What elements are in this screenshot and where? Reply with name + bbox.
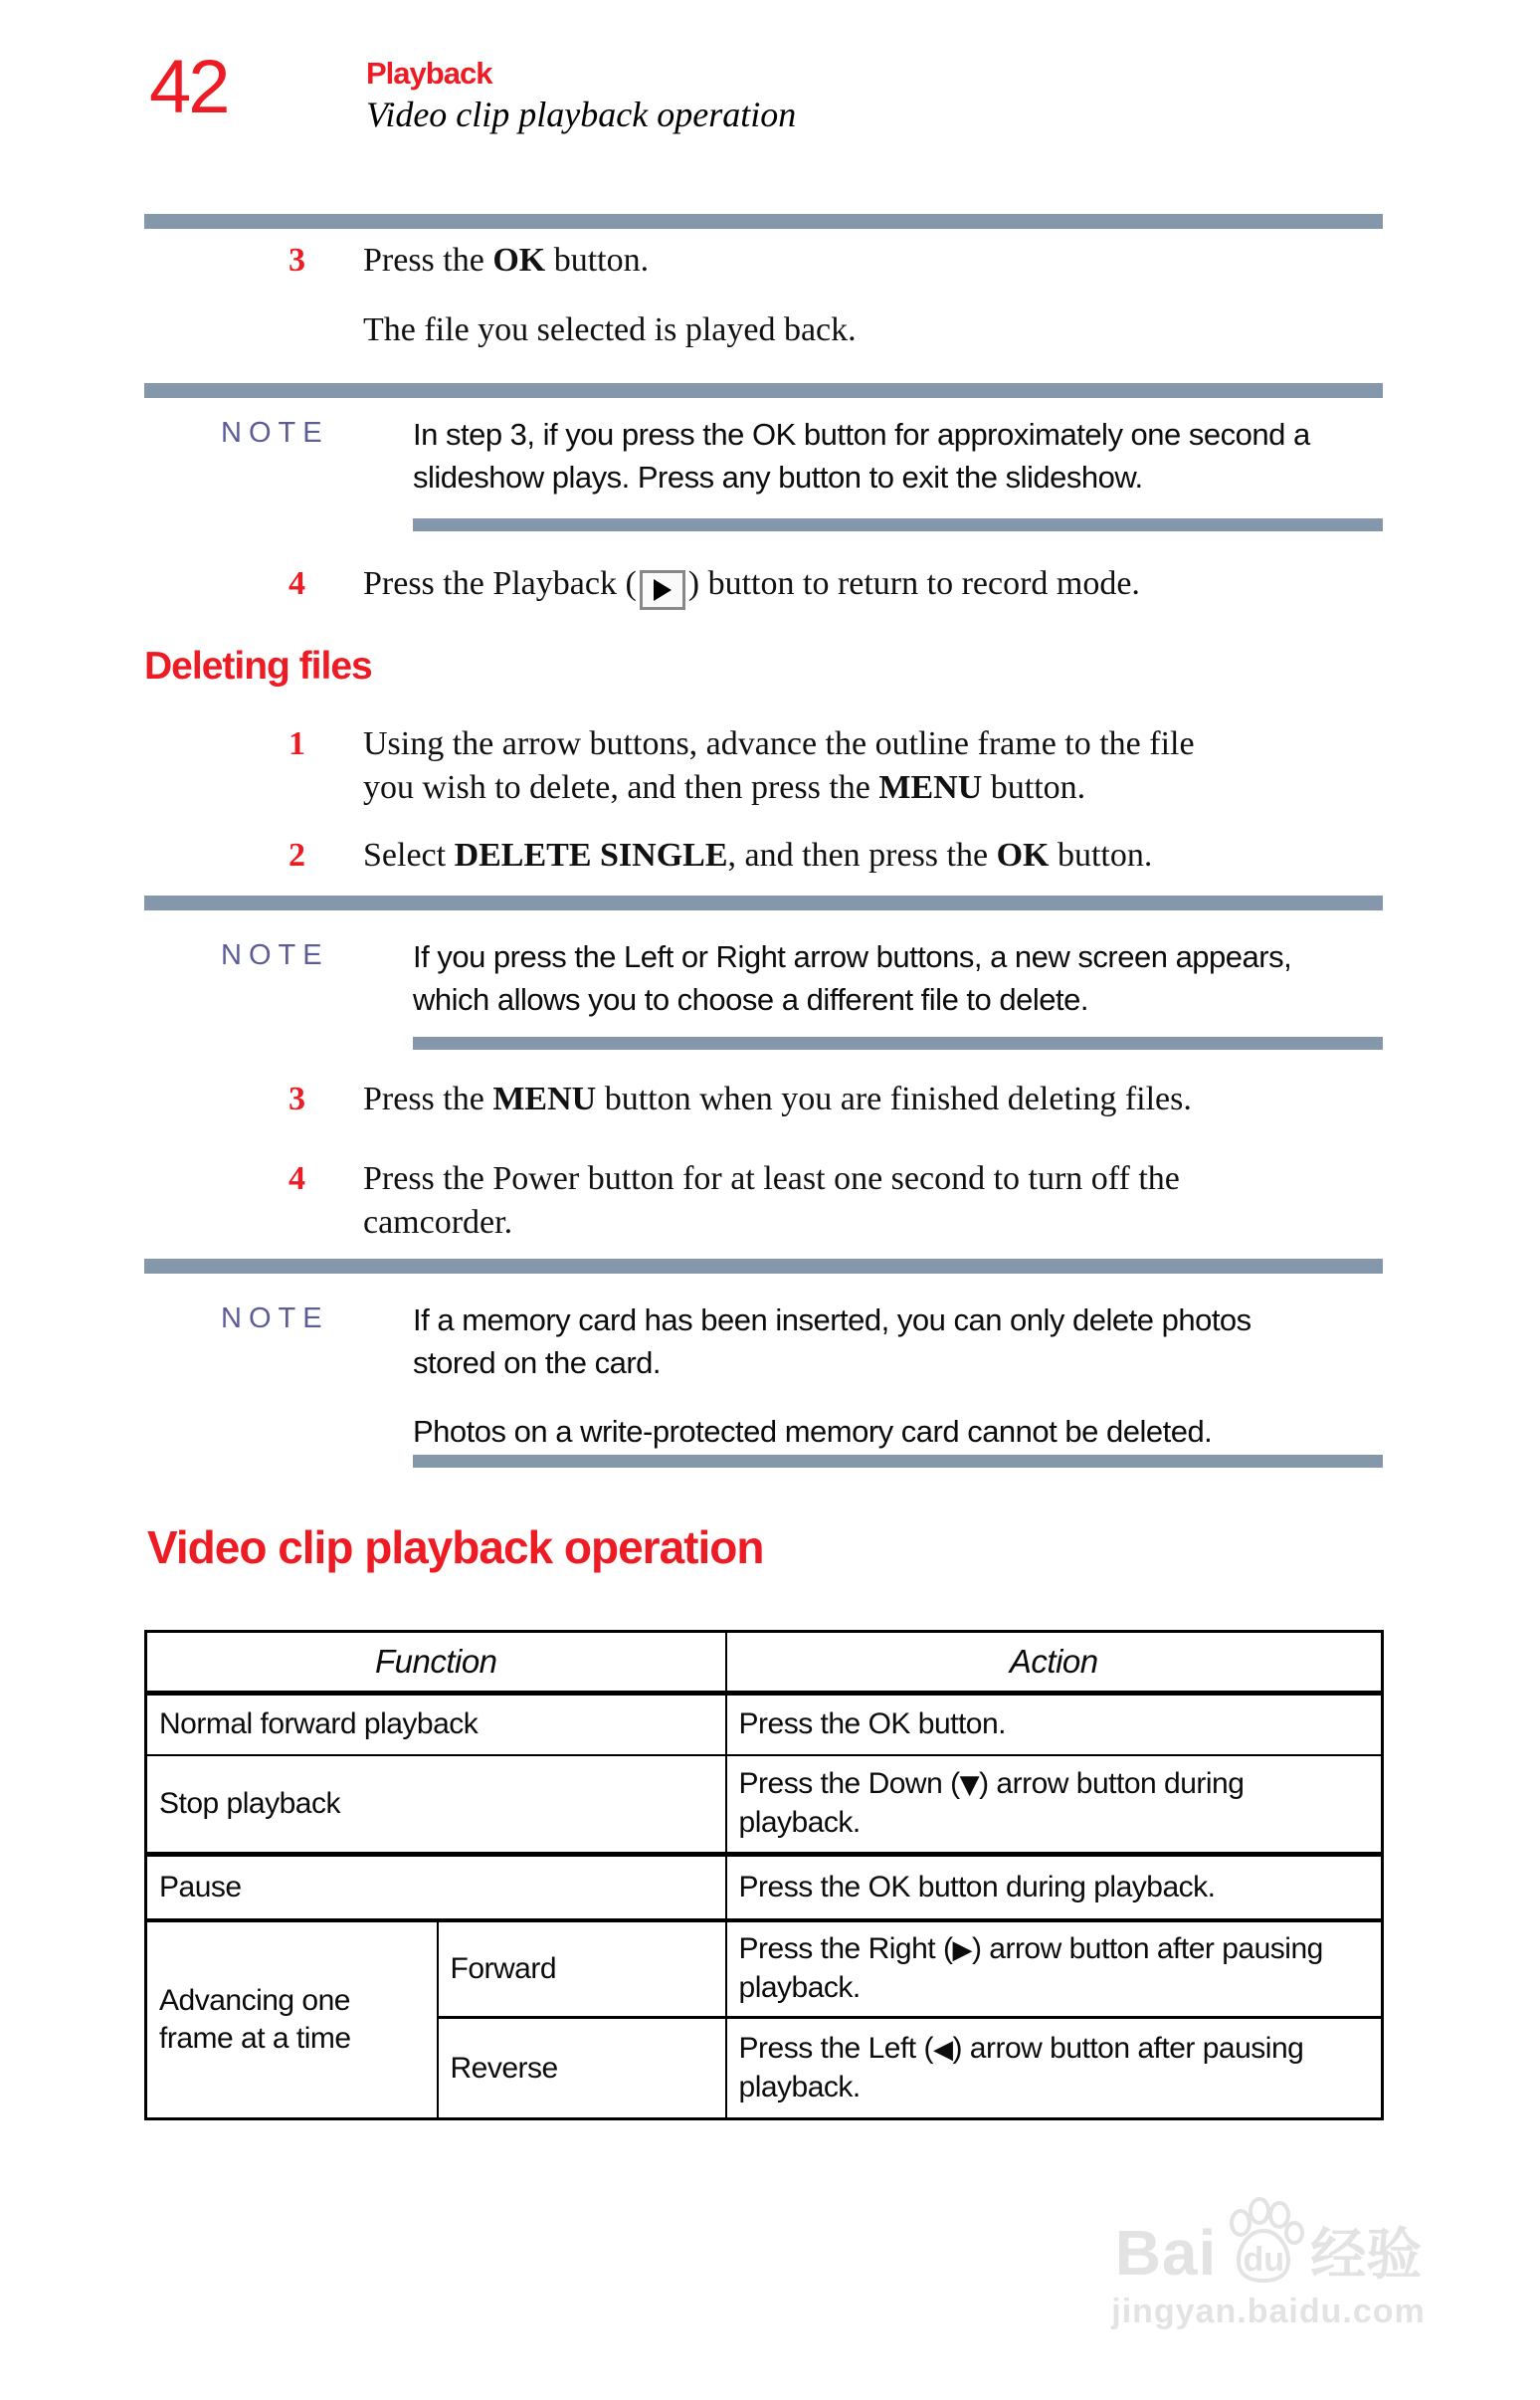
step-text-bold1: DELETE SINGLE [454, 837, 728, 874]
note-line-2: which allows you to choose a different file to delete. [413, 982, 1088, 1017]
section-divider-bar [144, 1259, 1383, 1274]
action-cell: Press the OK button during playback. [726, 1855, 1383, 1920]
step-text-bold: OK [492, 242, 546, 279]
note-block-1 [221, 413, 1385, 499]
watermark-url: jingyan.baidu.com [1111, 2293, 1426, 2330]
column-header-function: Function [146, 1632, 726, 1694]
step-text-bold: MENU [492, 1081, 597, 1117]
action-pre: Press the Down ( [738, 1767, 960, 1801]
step-line-1: Using the arrow buttons, advance the outline frame to the file [363, 725, 1195, 762]
header-section-title: Video clip playback operation [366, 95, 797, 134]
action-post: ) arrow button after pausing playback. [738, 1932, 1323, 2005]
action-cell [726, 2018, 1383, 2119]
left-arrow-icon: ◀ [932, 2035, 953, 2065]
note-divider-bar [413, 518, 1383, 531]
action-cell: Press the OK button. [726, 1694, 1383, 1755]
note-divider-bar [413, 1455, 1383, 1468]
deleting-step-3 [289, 1078, 1393, 1121]
action-pre: Press the Left ( [738, 2032, 933, 2065]
note-label: NOTE [221, 417, 329, 449]
step-text-pre: Press the Playback ( [363, 565, 637, 602]
action-cell [726, 1755, 1383, 1855]
step-text [363, 562, 1140, 610]
playback-step-4 [289, 562, 1393, 610]
note-block-2 [221, 935, 1385, 1021]
step-line-1: Press the Power button for at least one second to turn off the [363, 1160, 1180, 1197]
paw-print-icon [1221, 2197, 1306, 2285]
table-row [146, 1855, 1383, 1920]
step-text-bold2: OK [996, 837, 1050, 874]
step-number: 1 [289, 725, 305, 762]
step-text [363, 834, 1152, 878]
step-text-post: button. [545, 242, 650, 279]
step-text [363, 239, 857, 352]
note-para1-line2: stored on the card. [413, 1345, 661, 1380]
step-detail: The file you selected is played back. [363, 311, 857, 348]
step-text-pre: Press the [363, 242, 493, 279]
step-text [363, 722, 1195, 810]
sub-function-cell: Reverse [438, 2018, 726, 2119]
play-triangle-icon [654, 579, 672, 601]
step-text-post: ) button to return to record mode. [687, 565, 1140, 602]
function-cell: Normal forward playback [146, 1694, 726, 1755]
down-arrow-icon: ▼ [959, 1770, 980, 1801]
section-divider-bar [144, 383, 1383, 398]
table-row [146, 1755, 1383, 1855]
header-divider-bar [144, 214, 1383, 229]
header-titles [366, 50, 796, 137]
action-pre: Press the Right ( [738, 1932, 953, 1966]
step-number: 3 [289, 242, 305, 279]
note-para1-line1: If a memory card has been inserted, you can only delete photos [413, 1302, 1251, 1337]
note-para2: Photos on a write-protected memory card cannot be deleted. [413, 1414, 1213, 1449]
action-post: ) arrow button after pausing playback. [738, 2032, 1304, 2103]
step-line-2-bold: MENU [878, 769, 983, 806]
playback-operations-table [144, 1630, 1384, 2120]
step-line-2-post: button. [982, 769, 1086, 806]
note-line-2: slideshow plays. Press any button to exit the slideshow. [413, 460, 1143, 495]
page-number: 42 [149, 45, 228, 129]
section-divider-bar [144, 896, 1383, 910]
note-line-1: In step 3, if you press the OK button for approximately one second a [413, 417, 1310, 452]
deleting-step-2 [289, 834, 1393, 878]
note-block-3 [221, 1299, 1385, 1453]
action-post: ) arrow button during playback. [738, 1767, 1245, 1840]
deleting-step-4 [289, 1157, 1393, 1245]
step-number: 3 [289, 1081, 305, 1117]
note-text [413, 413, 1310, 499]
step-text [363, 1157, 1180, 1245]
action-cell [726, 1920, 1383, 2018]
note-label: NOTE [221, 1302, 329, 1334]
deleting-files-heading: Deleting files [144, 645, 372, 688]
table-row [146, 1920, 1383, 2018]
chapter-title: Playback [366, 56, 492, 91]
watermark-brand-text: Bai [1114, 2217, 1218, 2289]
step-line-2: camcorder. [363, 1204, 513, 1241]
right-arrow-icon: ▶ [952, 1935, 972, 1966]
step-text-post: button when you are finished deleting files. [596, 1081, 1192, 1117]
step-text-post: button. [1049, 837, 1153, 874]
sub-function-cell: Forward [438, 1920, 726, 2018]
baidu-watermark [1079, 2197, 1457, 2331]
function-cell: Stop playback [146, 1755, 726, 1855]
function-cell: Pause [146, 1855, 726, 1920]
note-line-1: If you press the Left or Right arrow buttons, a new screen appears, [413, 939, 1292, 974]
note-divider-bar [413, 1037, 1383, 1050]
column-header-action: Action [726, 1632, 1383, 1694]
note-text [413, 935, 1291, 1021]
step-text [363, 1078, 1192, 1121]
step-text-pre: Select [363, 837, 455, 874]
watermark-du-text: du [1243, 2241, 1285, 2279]
step-text-mid: , and then press the [727, 837, 997, 874]
playback-button-icon [640, 570, 685, 610]
function-cell: Advancing one frame at a time [146, 1920, 438, 2119]
step-number: 2 [289, 837, 305, 874]
watermark-chinese-text: 经验 [1310, 2223, 1423, 2286]
step-number: 4 [289, 565, 305, 602]
step-line-2-pre: you wish to delete, and then press the [363, 769, 879, 806]
video-clip-playback-heading: Video clip playback operation [147, 1521, 764, 1573]
step-number: 4 [289, 1160, 305, 1197]
table-row [146, 1694, 1383, 1755]
step-text-pre: Press the [363, 1081, 493, 1117]
note-label: NOTE [221, 939, 329, 971]
playback-step-3 [289, 239, 1393, 352]
note-text [413, 1299, 1251, 1453]
watermark-logo [1079, 2197, 1457, 2289]
deleting-step-1 [289, 722, 1393, 810]
table-header-row [146, 1632, 1383, 1694]
page-header [149, 45, 797, 137]
